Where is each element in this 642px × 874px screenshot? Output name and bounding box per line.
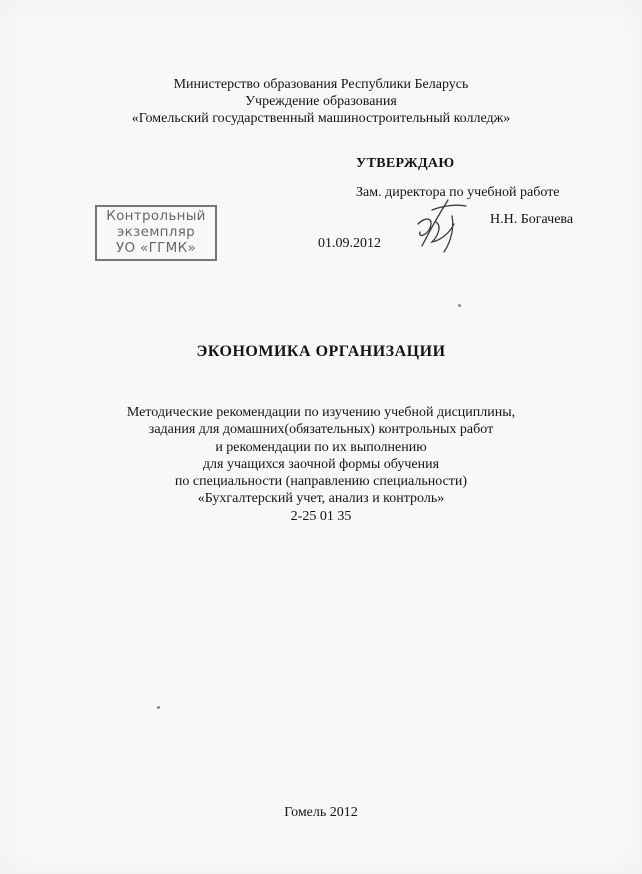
description-line: Методические рекомендации по изучению учебной дисциплины, — [126, 405, 516, 420]
scan-speck — [458, 304, 461, 307]
institution-line: Учреждение образования — [245, 94, 397, 109]
college-line: «Гомельский государственный машиностроительный колледж» — [131, 111, 511, 126]
document-title: ЭКОНОМИКА ОРГАНИЗАЦИИ — [196, 343, 446, 360]
approval-title: УТВЕРЖДАЮ — [356, 156, 455, 171]
institution-header — [0, 76, 642, 127]
approval-block — [356, 155, 560, 201]
document-description — [0, 404, 642, 525]
approver-role: Зам. директора по учебной работе — [356, 185, 560, 200]
description-line: «Бухгалтерский учет, анализ и контроль» — [197, 491, 445, 507]
approval-date: 01.09.2012 — [318, 236, 381, 251]
ministry-line: Министерство образования Республики Беларусь — [173, 77, 469, 92]
description-line: и рекомендации по их выполнению — [215, 439, 427, 455]
handwritten-signature — [408, 196, 478, 256]
approver-name: Н.Н. Богачева — [490, 212, 574, 227]
stamp-line-1: Контрольный — [106, 208, 206, 224]
scan-speck — [157, 706, 160, 709]
stamp-line-3: УО «ГГМК» — [115, 240, 197, 256]
specialty-code: 2-25 01 35 — [290, 508, 352, 524]
stamp-line-2: экземпляр — [116, 224, 196, 240]
description-line: по специальности (направлению специальности) — [174, 474, 468, 490]
description-line: задания для домашних(обязательных) контрольных работ — [148, 422, 494, 438]
city-year: Гомель 2012 — [284, 805, 358, 820]
description-line: для учащихся заочной формы обучения — [202, 456, 440, 472]
control-copy-stamp — [95, 205, 217, 261]
